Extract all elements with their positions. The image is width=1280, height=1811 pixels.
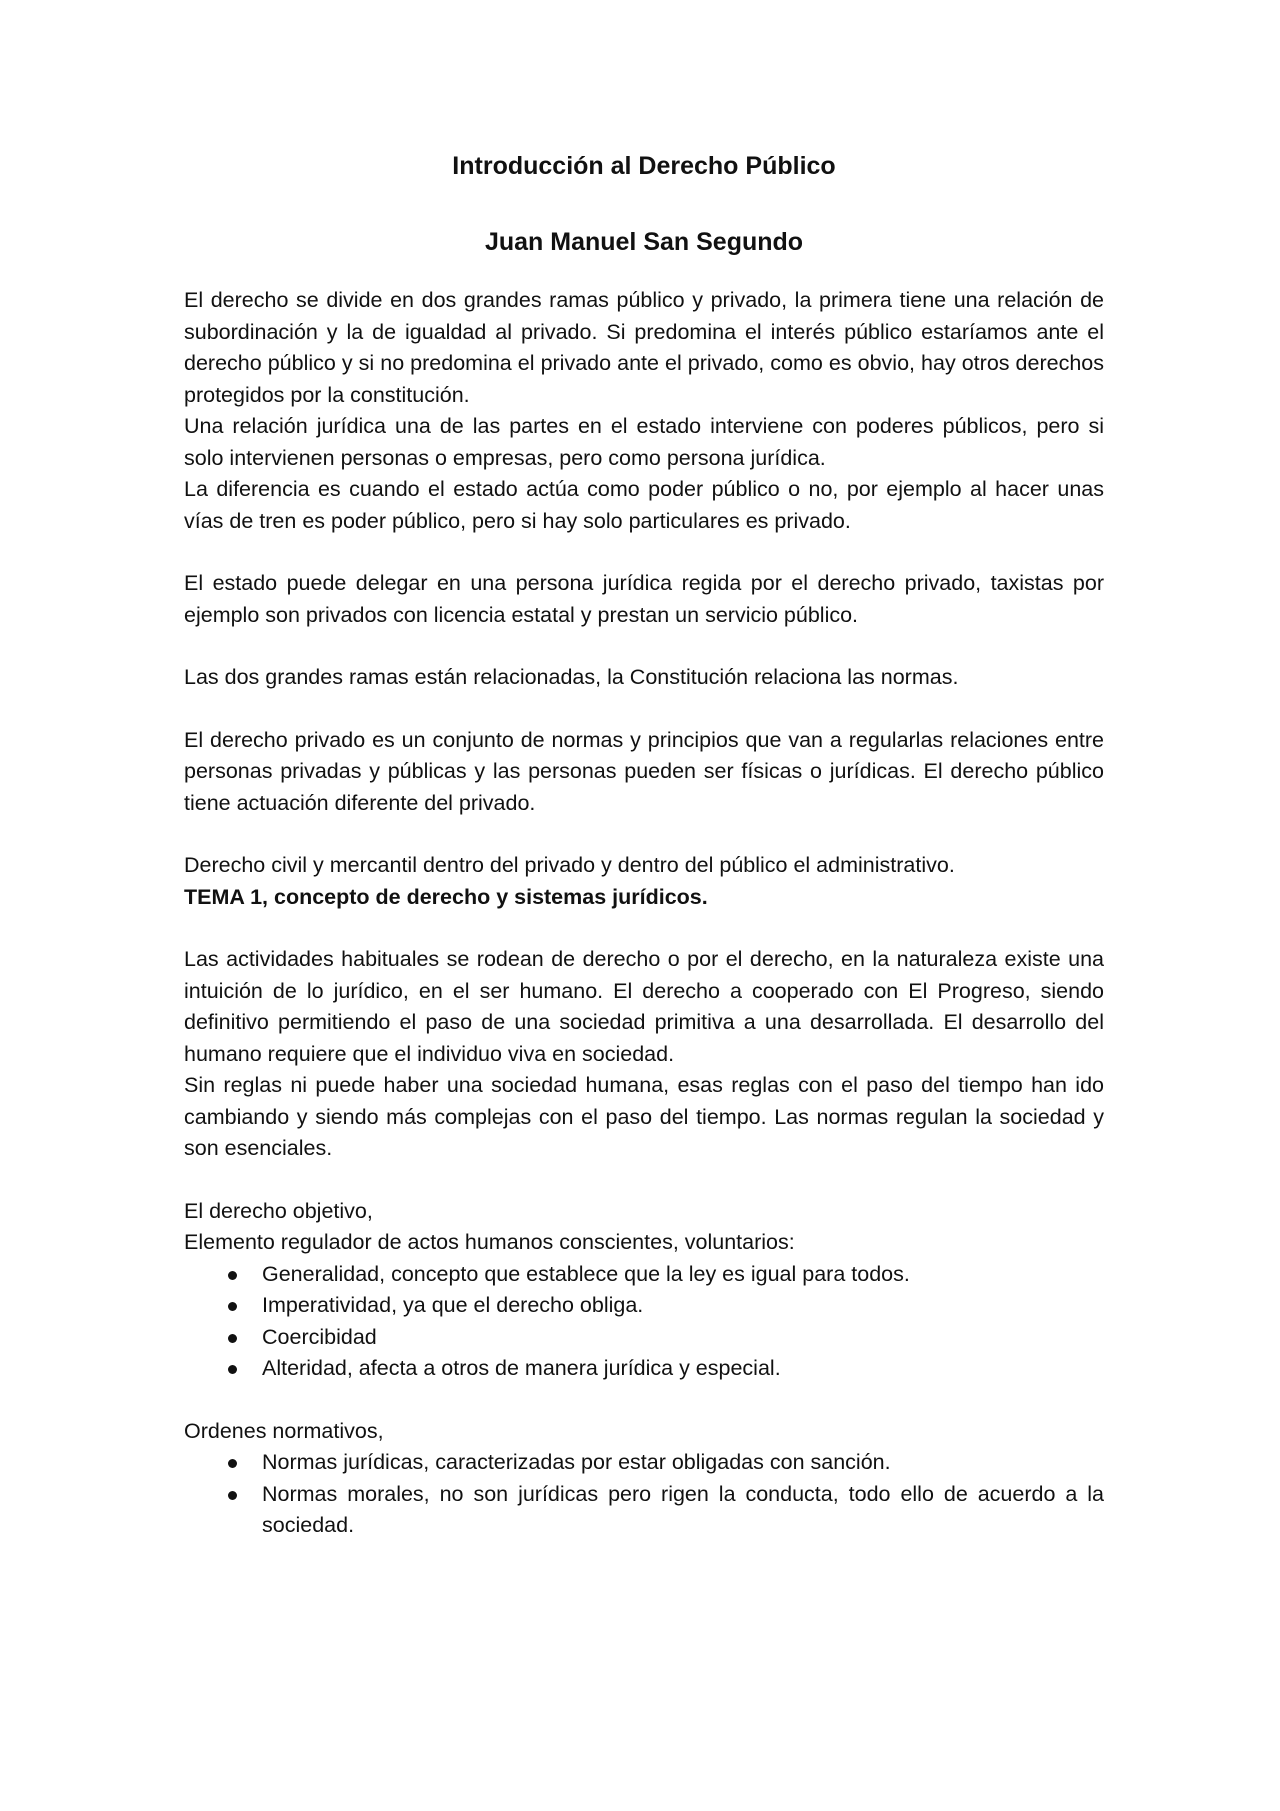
list-item-text: Alteridad, afecta a otros de manera jurídica y especial. bbox=[262, 1356, 781, 1380]
list-item bbox=[184, 1447, 1104, 1479]
ordenes-normativos-label: Ordenes normativos, bbox=[184, 1418, 384, 1443]
bullet-icon bbox=[228, 1334, 237, 1343]
derecho-objetivo-label: El derecho objetivo, bbox=[184, 1198, 373, 1223]
bullet-icon bbox=[228, 1365, 237, 1374]
tema1-paragraph-2: Sin reglas ni puede haber una sociedad humana, esas reglas con el paso del tiempo han ido cambiando y siendo más complejas con el paso del tiempo. Las normas regulan la sociedad y son esenciales. bbox=[184, 1073, 1104, 1160]
intro-paragraph-5: Las dos grandes ramas están relacionadas, la Constitución relaciona las normas. bbox=[184, 665, 959, 689]
tema1-heading: TEMA 1, concepto de derecho y sistemas jurídicos. bbox=[184, 884, 708, 909]
document-title: Introducción al Derecho Público bbox=[452, 152, 836, 180]
intro-paragraph-3: La diferencia es cuando el estado actúa como poder público o no, por ejemplo al hacer unas vías de tren es poder público, pero si hay solo particulares es privado. bbox=[184, 477, 1104, 533]
derecho-objetivo-list bbox=[184, 1259, 1104, 1385]
tema1-paragraph-1: Las actividades habituales se rodean de derecho o por el derecho, en la naturaleza existe una intuición de lo jurídico, en el ser humano. El derecho a cooperado con El Progreso, siendo definitivo permitiendo el paso de una sociedad primitiva a una desarrollada. El desarrollo del humano requiere que el individuo viva en sociedad. bbox=[184, 947, 1104, 1066]
list-item bbox=[184, 1322, 1104, 1354]
ordenes-normativos-list bbox=[184, 1447, 1104, 1542]
document-author: Juan Manuel San Segundo bbox=[484, 228, 804, 256]
intro-paragraph-4: El estado puede delegar en una persona jurídica regida por el derecho privado, taxistas por ejemplo son privados con licencia estatal y prestan un servicio público. bbox=[184, 571, 1104, 627]
list-item-text: Normas morales, no son jurídicas pero rigen la conducta, todo ello de acuerdo a la sociedad. bbox=[262, 1481, 1104, 1537]
bullet-icon bbox=[228, 1459, 237, 1468]
list-item bbox=[184, 1479, 1104, 1542]
list-item bbox=[184, 1353, 1104, 1385]
list-item-text: Generalidad, concepto que establece que la ley es igual para todos. bbox=[262, 1261, 910, 1286]
list-item bbox=[184, 1290, 1104, 1322]
list-item-text: Normas jurídicas, caracterizadas por estar obligadas con sanción. bbox=[262, 1450, 891, 1474]
bullet-icon bbox=[228, 1491, 237, 1500]
bullet-icon bbox=[228, 1302, 237, 1311]
intro-paragraph-2: Una relación jurídica una de las partes en el estado interviene con poderes públicos, pero si solo intervienen personas o empresas, pero como persona jurídica. bbox=[184, 414, 1104, 470]
list-item bbox=[184, 1259, 1104, 1291]
intro-paragraph-6: El derecho privado es un conjunto de normas y principios que van a regularlas relaciones entre personas privadas y públicas y las personas pueden ser físicas o jurídicas. El derecho público tiene actuación diferente del privado. bbox=[184, 727, 1104, 815]
bullet-icon bbox=[228, 1271, 237, 1280]
intro-paragraph-7: Derecho civil y mercantil dentro del privado y dentro del público el administrativo. bbox=[184, 853, 955, 877]
intro-paragraph-1: El derecho se divide en dos grandes ramas público y privado, la primera tiene una relación de subordinación y la de igualdad al privado. Si predomina el interés público estaríamos ante el derecho público y si no predomina el privado ante el privado, como es obvio, hay otros derechos protegidos por la constitución. bbox=[184, 288, 1104, 407]
list-item-text: Coercibidad bbox=[262, 1324, 377, 1349]
document-page bbox=[184, 150, 1104, 1542]
list-item-text: Imperatividad, ya que el derecho obliga. bbox=[262, 1293, 644, 1317]
derecho-objetivo-intro: Elemento regulador de actos humanos conscientes, voluntarios: bbox=[184, 1230, 795, 1254]
